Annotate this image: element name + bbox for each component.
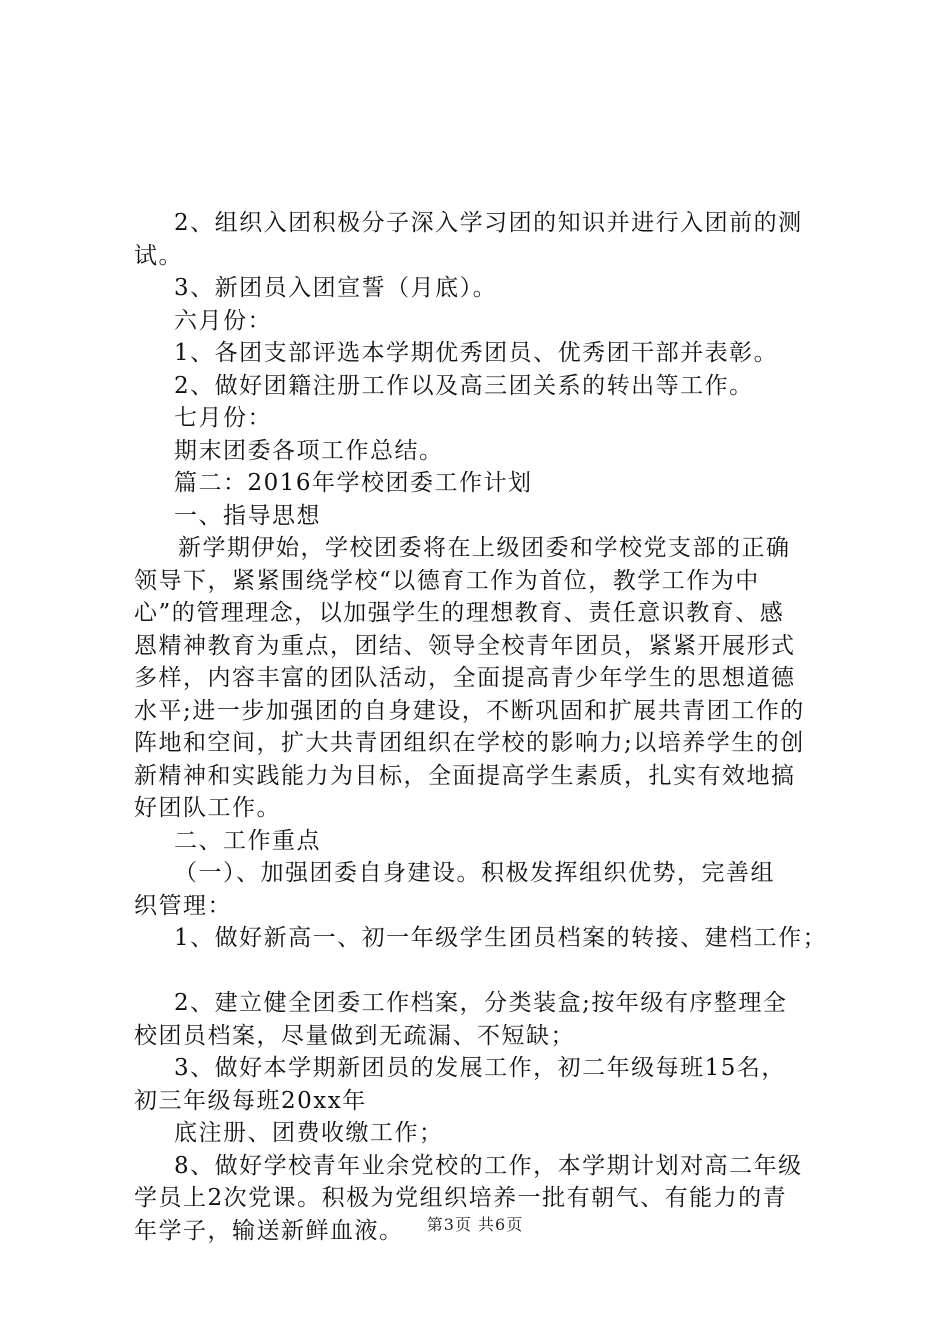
- document-body: [134, 207, 834, 1247]
- page-number-footer: 第3页 共6页: [426, 1215, 524, 1234]
- paragraph-line: 8、做好学校青年业余党校的工作，本学期计划对高二年级: [174, 1152, 803, 1179]
- paragraph-line: 心”的管理理念，以加强学生的理想教育、责任意识教育、感: [134, 600, 785, 626]
- paragraph-line: 校团员档案，尽量做到无疏漏、不短缺；: [134, 1022, 575, 1049]
- blank-line: [134, 955, 834, 988]
- paragraph-line: 底注册、团费收缴工作；: [174, 1120, 444, 1146]
- paragraph-line: 期末团委各项工作总结。: [174, 437, 444, 464]
- paragraph-line: 新学期伊始，学校团委将在上级团委和学校党支部的正确: [178, 535, 791, 561]
- section-heading: 六月份：: [174, 307, 272, 334]
- paragraph-line: 试。: [134, 242, 183, 269]
- paragraph-line: （一）、加强团委自身建设。积极发挥组织优势，完善组: [174, 860, 775, 886]
- paragraph-line: 2、建立健全团委工作档案，分类装盒;按年级有序整理全: [174, 990, 788, 1016]
- paragraph-line: 1、各团支部评选本学期优秀团员、优秀团干部并表彰。: [174, 340, 779, 366]
- paragraph-line: 2、做好团籍注册工作以及高三团关系的转出等工作。: [174, 372, 754, 399]
- section-heading: 二、工作重点: [174, 827, 321, 854]
- paragraph-line: 3、做好本学期新团员的发展工作，初二年级每班15名，: [174, 1055, 786, 1081]
- paragraph-line: 恩精神教育为重点，团结、领导全校青年团员，紧紧开展形式: [134, 632, 796, 659]
- paragraph-line: 好团队工作。: [134, 795, 281, 821]
- paragraph-line: 织管理：: [134, 892, 232, 919]
- paragraph-line: 学员上2次党课。积极为党组织培养一批有朝气、有能力的青: [134, 1185, 788, 1211]
- paragraph-line: 1、做好新高一、初一年级学生团员档案的转接、建档工作；: [174, 925, 828, 951]
- paragraph-line: 多样，内容丰富的团队活动，全面提高青少年学生的思想道德: [134, 665, 796, 691]
- paragraph-line: 3、新团员入团宣誓（月底）。: [174, 275, 498, 301]
- paragraph-line: 新精神和实践能力为目标，全面提高学生素质，扎实有效地搞: [134, 762, 796, 789]
- paragraph-line: 2、组织入团积极分子深入学习团的知识并进行入团前的测: [174, 210, 803, 236]
- paragraph-line: 初三年级每班20xx年: [134, 1087, 367, 1114]
- article-title: 篇二：2016年学校团委工作计划: [174, 470, 533, 496]
- paragraph-line: 领导下，紧紧围绕学校“以德育工作为首位，教学工作为中: [134, 567, 760, 594]
- section-heading: 七月份：: [174, 405, 272, 431]
- paragraph-line: 水平;进一步加强团的自身建设，不断巩固和扩展共青团工作的: [134, 697, 805, 724]
- section-heading: 一、指导思想: [174, 502, 321, 529]
- paragraph-line: 年学子，输送新鲜血液。: [134, 1217, 404, 1244]
- paragraph-line: 阵地和空间，扩大共青团组织在学校的影响力;以培养学生的创: [134, 730, 805, 756]
